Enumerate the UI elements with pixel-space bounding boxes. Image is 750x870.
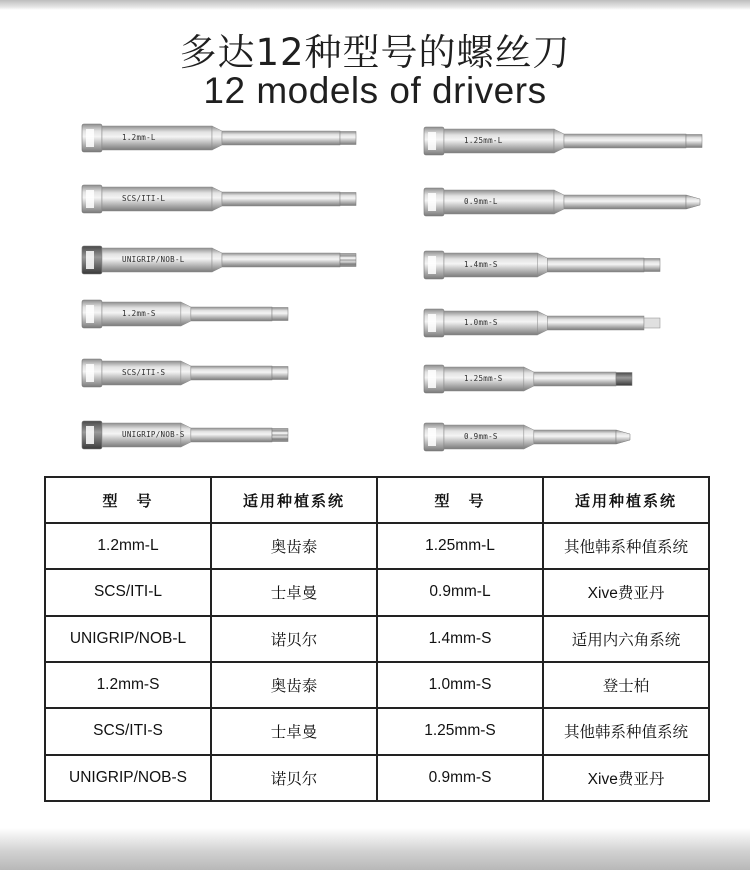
cell-model: 1.2mm-L bbox=[45, 523, 211, 569]
cell-model: UNIGRIP/NOB-L bbox=[45, 616, 211, 662]
header-system-2: 适用种植系统 bbox=[543, 477, 709, 523]
models-table bbox=[44, 476, 710, 802]
cell-system: 适用内六角系统 bbox=[543, 616, 709, 662]
bottom-shadow-bar bbox=[0, 828, 750, 870]
driver-engraving: UNIGRIP/NOB-L bbox=[122, 255, 185, 264]
driver-left-4 bbox=[82, 297, 288, 331]
driver-engraving: SCS/ITI-L bbox=[122, 194, 166, 203]
driver-right-5 bbox=[424, 362, 632, 396]
driver-right-3 bbox=[424, 248, 660, 282]
cell-system: 诺贝尔 bbox=[211, 755, 377, 801]
header-system-1: 适用种植系统 bbox=[211, 477, 377, 523]
driver-right-2 bbox=[424, 185, 702, 219]
header-model-2: 型 号 bbox=[377, 477, 543, 523]
driver-engraving: 1.0mm-S bbox=[464, 318, 498, 327]
table-header-row bbox=[45, 477, 709, 523]
driver-engraving: UNIGRIP/NOB-S bbox=[122, 430, 185, 439]
cell-system: 士卓曼 bbox=[211, 708, 377, 754]
table-row bbox=[45, 755, 709, 801]
table-row bbox=[45, 523, 709, 569]
cell-system: 诺贝尔 bbox=[211, 616, 377, 662]
cell-system: 奥齿泰 bbox=[211, 662, 377, 708]
driver-engraving: 1.2mm-L bbox=[122, 133, 156, 142]
title-english: 12 models of drivers bbox=[203, 70, 547, 111]
cell-model: 1.25mm-L bbox=[377, 523, 543, 569]
cell-model: 1.25mm-S bbox=[377, 708, 543, 754]
cell-model: SCS/ITI-L bbox=[45, 569, 211, 615]
driver-right-4 bbox=[424, 306, 660, 340]
cell-model: 1.4mm-S bbox=[377, 616, 543, 662]
driver-left-5 bbox=[82, 356, 288, 390]
cell-model: 1.2mm-S bbox=[45, 662, 211, 708]
driver-right-1 bbox=[424, 124, 702, 158]
cell-system: Xive费亚丹 bbox=[543, 569, 709, 615]
cell-system: 士卓曼 bbox=[211, 569, 377, 615]
driver-engraving: 1.2mm-S bbox=[122, 309, 156, 318]
cell-system: 奥齿泰 bbox=[211, 523, 377, 569]
driver-engraving: 0.9mm-S bbox=[464, 432, 498, 441]
driver-left-1 bbox=[82, 121, 356, 155]
driver-left-6 bbox=[82, 418, 288, 452]
table-row bbox=[45, 569, 709, 615]
title-chinese: 多达12种型号的螺丝刀 bbox=[179, 31, 571, 74]
cell-model: 1.0mm-S bbox=[377, 662, 543, 708]
driver-engraving: 1.25mm-L bbox=[464, 136, 503, 145]
table-row bbox=[45, 662, 709, 708]
header-model-1: 型 号 bbox=[45, 477, 211, 523]
driver-engraving: 0.9mm-L bbox=[464, 197, 498, 206]
table-row bbox=[45, 708, 709, 754]
cell-model: UNIGRIP/NOB-S bbox=[45, 755, 211, 801]
table-row bbox=[45, 616, 709, 662]
driver-left-2 bbox=[82, 182, 356, 216]
driver-engraving: SCS/ITI-S bbox=[122, 368, 166, 377]
cell-model: 0.9mm-S bbox=[377, 755, 543, 801]
cell-system: 其他韩系种值系统 bbox=[543, 708, 709, 754]
cell-model: 0.9mm-L bbox=[377, 569, 543, 615]
cell-model: SCS/ITI-S bbox=[45, 708, 211, 754]
cell-system: Xive费亚丹 bbox=[543, 755, 709, 801]
driver-engraving: 1.4mm-S bbox=[464, 260, 498, 269]
driver-left-3 bbox=[82, 243, 356, 277]
driver-right-6 bbox=[424, 420, 632, 454]
cell-system: 其他韩系种值系统 bbox=[543, 523, 709, 569]
driver-engraving: 1.25mm-S bbox=[464, 374, 503, 383]
cell-system: 登士柏 bbox=[543, 662, 709, 708]
